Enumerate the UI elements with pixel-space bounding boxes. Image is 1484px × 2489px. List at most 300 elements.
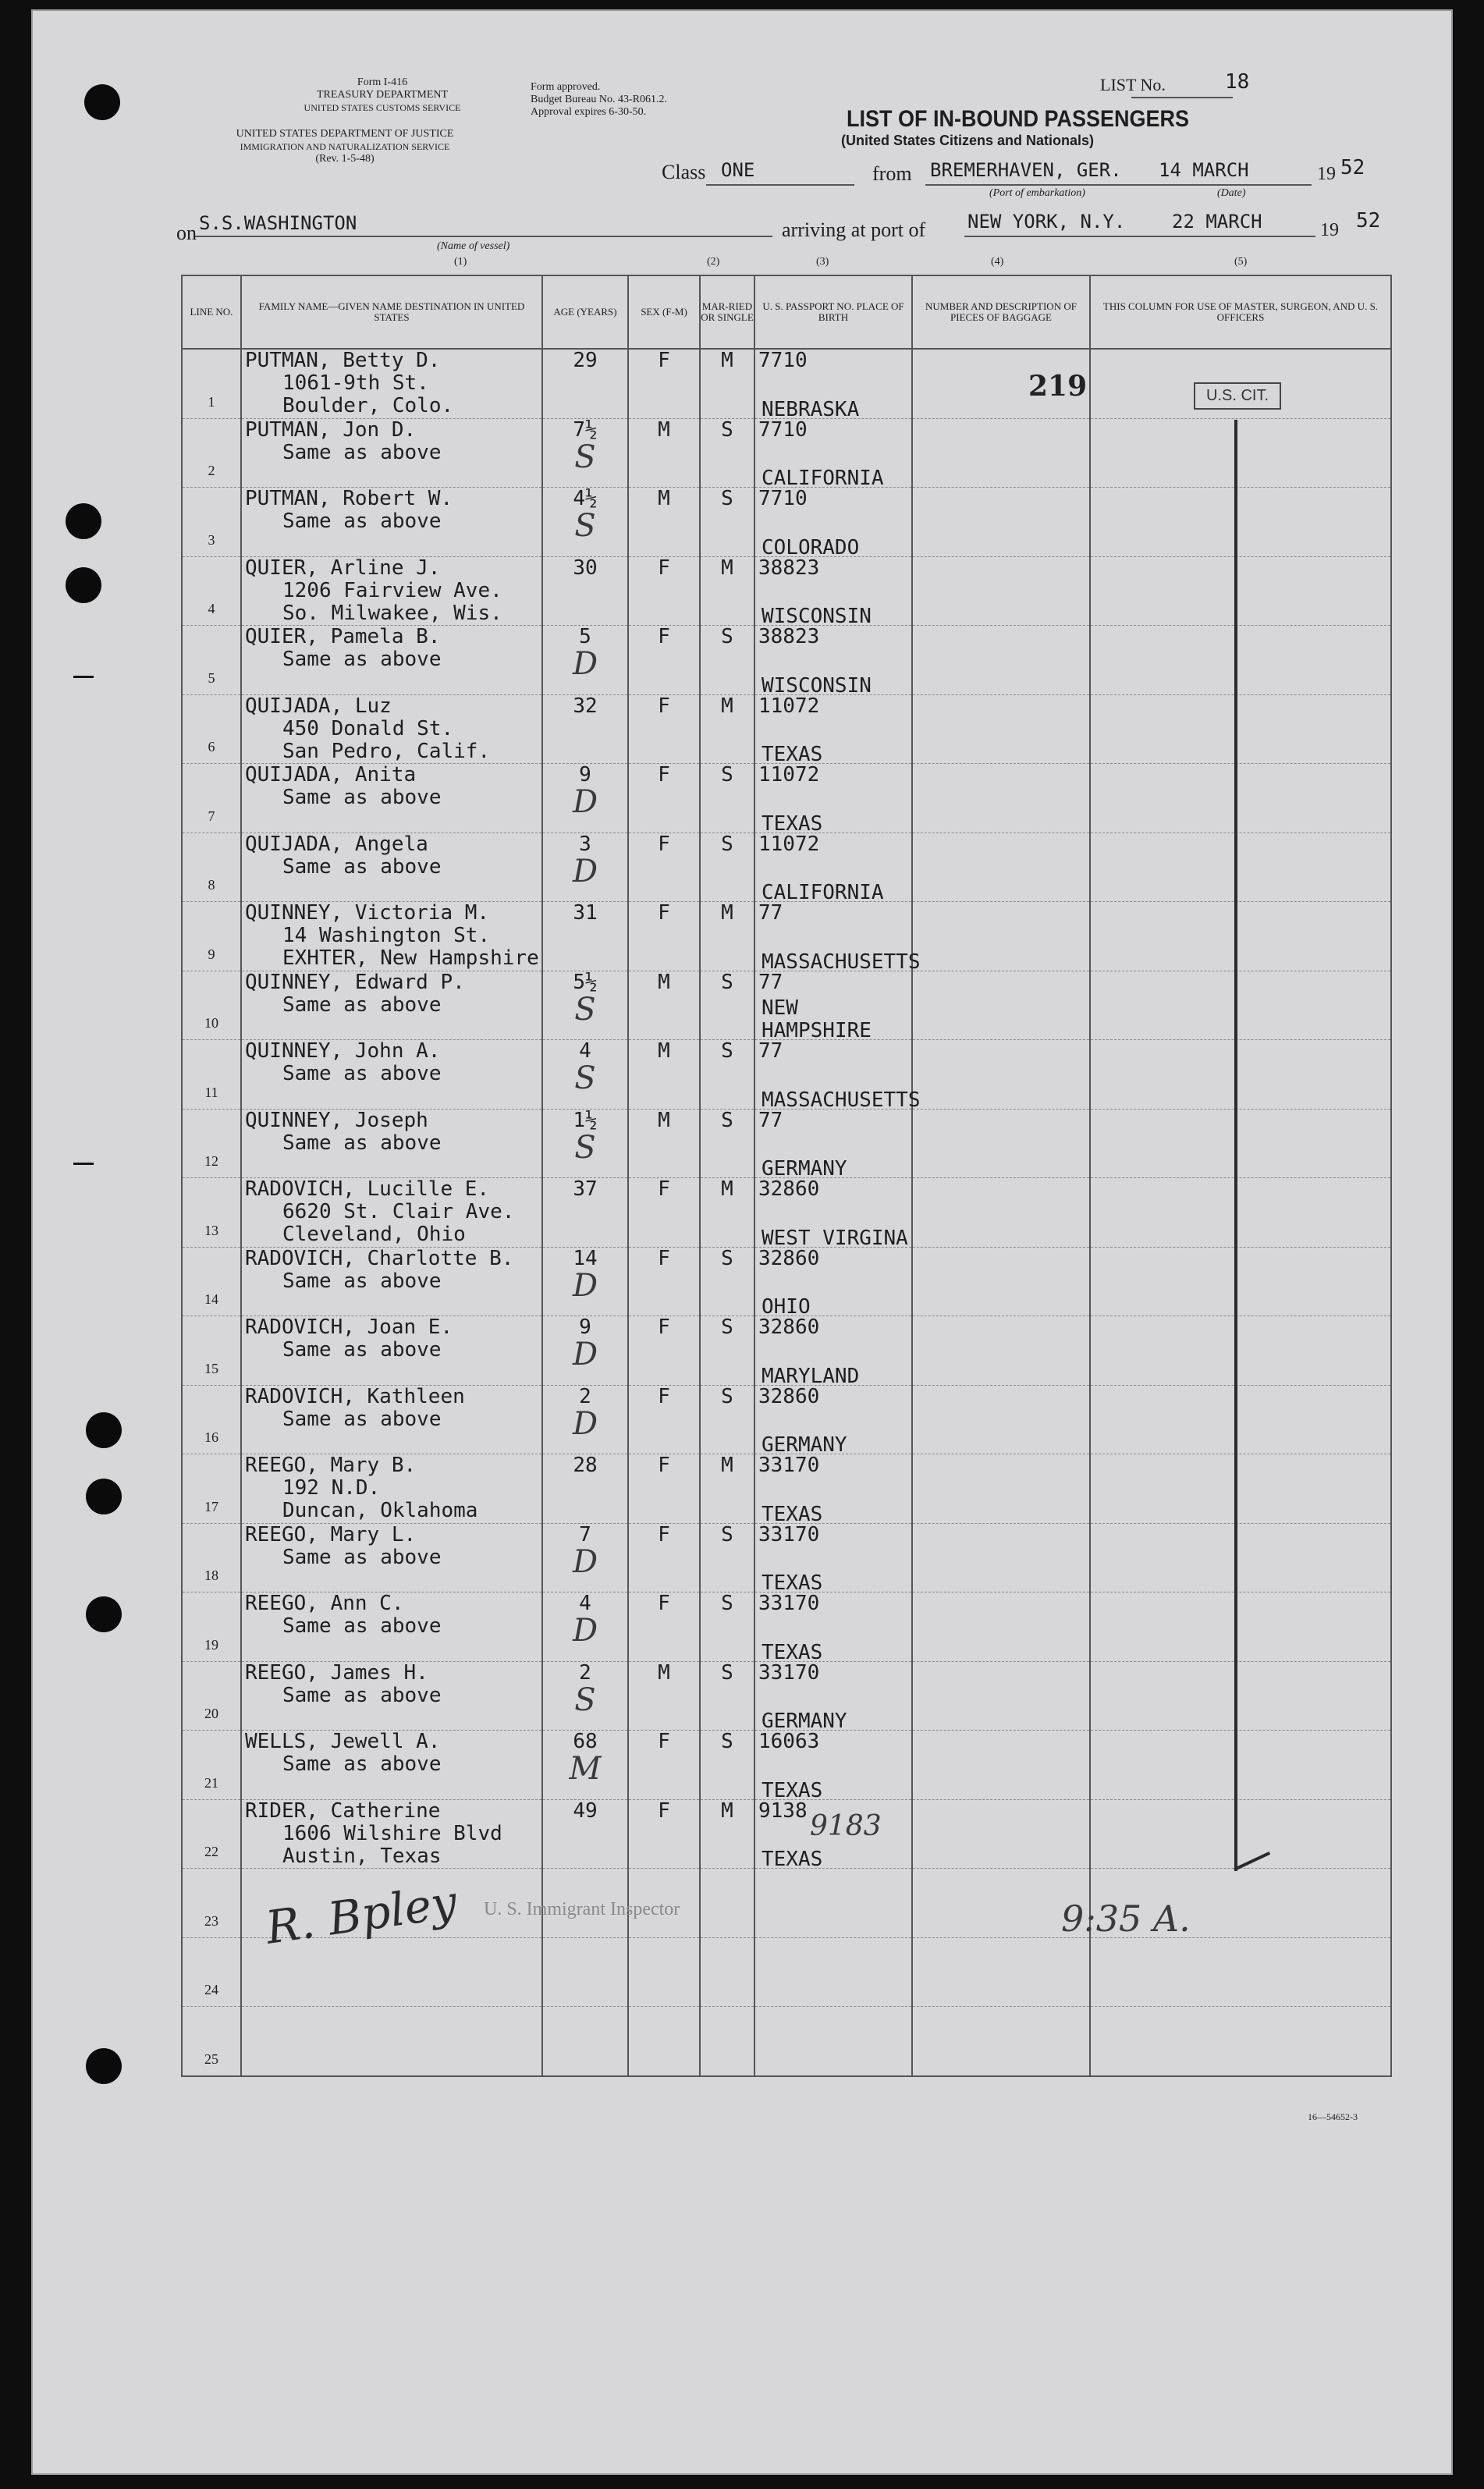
line-number-cell (182, 764, 241, 833)
passport-cell (754, 556, 912, 626)
line-number-cell (182, 1523, 241, 1592)
name-cell (241, 1523, 542, 1592)
age-cell (542, 349, 628, 418)
passport-number: 38823 (758, 556, 820, 580)
passport-cell (754, 1592, 912, 1662)
passport-cell (754, 1108, 912, 1181)
line-number: 9 (208, 946, 215, 962)
sex-cell (628, 1385, 700, 1454)
marital-cell (700, 1661, 754, 1731)
handwritten-mark: D (572, 784, 598, 820)
marital-cell (700, 1040, 754, 1110)
passenger-name: QUIJADA, Angela (245, 832, 428, 856)
table-row (182, 694, 1391, 764)
line-number: 14 (204, 1291, 218, 1307)
line-number: 23 (204, 1912, 218, 1929)
sex-value: F (658, 1592, 670, 1615)
age-value: 7½ (573, 417, 598, 442)
marital-cell (700, 1454, 754, 1524)
table-row (182, 556, 1391, 626)
handwritten-mark: D (572, 1405, 598, 1442)
marital-status: S (721, 487, 733, 510)
sex-cell (628, 1454, 700, 1524)
passenger-name: REEGO, Ann C. (245, 1592, 404, 1615)
officer-cell (1090, 1385, 1391, 1454)
destination-line-1: Same as above (282, 1269, 442, 1293)
passport-number: 77 (758, 970, 783, 994)
list-no-rule (1131, 97, 1233, 98)
passenger-name: QUIER, Pamela B. (245, 625, 441, 648)
age-value: 4 (579, 1592, 591, 1615)
sex-cell (628, 1799, 700, 1869)
destination-line-1: Same as above (282, 1683, 442, 1707)
sex-cell (628, 1523, 700, 1592)
immigration-service: IMMIGRATION AND NATURALIZATION SERVICE (240, 141, 450, 152)
line-number: 7 (208, 808, 215, 824)
sex-cell (628, 694, 700, 764)
line-number: 21 (204, 1774, 218, 1791)
line-number: 3 (208, 531, 215, 548)
sex-cell (628, 764, 700, 833)
name-cell (241, 764, 542, 833)
time-note: 9:35 A. (1061, 1898, 1191, 1940)
marital-status: M (721, 901, 733, 925)
marital-cell (700, 764, 754, 833)
table-row (182, 1592, 1391, 1662)
sex-value: M (658, 1660, 670, 1685)
handwritten-mark: S (574, 1681, 596, 1718)
age-cell (542, 488, 628, 557)
officer-cell (1090, 488, 1391, 557)
age-cell (542, 1385, 628, 1454)
age-cell (542, 902, 628, 971)
baggage-cell (912, 971, 1090, 1040)
marital-cell (700, 1592, 754, 1662)
passport-cell (754, 418, 912, 488)
line-number-cell (182, 694, 241, 764)
destination-line-1: Same as above (282, 1338, 442, 1362)
table-row (182, 1316, 1391, 1386)
marital-cell (700, 1178, 754, 1248)
line-number: 2 (208, 463, 215, 478)
column-header-line: LINE NO. (182, 275, 241, 349)
passenger-name: REEGO, James H. (245, 1660, 428, 1685)
line-number-cell (182, 902, 241, 971)
handwritten-mark: D (572, 1613, 598, 1649)
sex-cell (628, 902, 700, 971)
arrival-year: 52 (1356, 209, 1381, 233)
place-of-birth: TEXAS (762, 1571, 823, 1595)
column-header-sex: SEX (F-M) (628, 275, 700, 349)
passport-correction: 9183 (810, 1810, 882, 1842)
sex-cell (628, 1316, 700, 1386)
class-value: ONE (721, 159, 755, 181)
name-cell (241, 1454, 542, 1524)
sex-value: F (658, 1454, 670, 1477)
name-cell (241, 349, 542, 418)
name-cell (241, 694, 542, 764)
name-cell (241, 626, 542, 695)
passport-cell (754, 488, 912, 557)
vessel-rule (195, 236, 772, 237)
place-of-birth: TEXAS (762, 1640, 823, 1664)
column-header-officers: THIS COLUMN FOR USE OF MASTER, SURGEON, AND U. S. OFFICERS (1090, 275, 1391, 349)
list-no-label: LIST No. (1100, 75, 1166, 94)
binder-hole (66, 503, 101, 539)
form-id: Form I-416 (357, 76, 408, 88)
baggage-cell (912, 1247, 1090, 1316)
name-cell (241, 1178, 542, 1248)
marital-status: S (721, 417, 733, 442)
marital-cell (700, 694, 754, 764)
line-number-cell (182, 1592, 241, 1662)
marital-status: S (721, 763, 733, 786)
passport-cell (754, 1869, 912, 1938)
passenger-name: REEGO, Mary B. (245, 1454, 417, 1477)
passport-number: 33170 (758, 1660, 820, 1685)
officer-cell (1090, 1523, 1391, 1592)
column-header-age: AGE (YEARS) (542, 275, 628, 349)
marital-status: S (721, 1522, 733, 1546)
passport-number: 11072 (758, 694, 820, 718)
place-of-birth: TEXAS (762, 1778, 823, 1802)
age-value: 28 (573, 1454, 598, 1477)
destination-line-1: 1206 Fairview Ave. (282, 578, 502, 602)
passport-number: 11072 (758, 832, 820, 856)
line-number: 10 (204, 1015, 218, 1031)
passenger-name: RADOVICH, Lucille E. (245, 1177, 490, 1201)
marital-cell (700, 488, 754, 557)
passport-cell (754, 833, 912, 902)
table-row (182, 1661, 1391, 1731)
age-value: 4½ (573, 487, 598, 510)
list-no: 18 (1225, 70, 1250, 94)
passport-number: 32860 (758, 1177, 820, 1201)
approval-line: Budget Bureau No. 43-R061.2. (531, 94, 667, 105)
place-of-birth: OHIO (762, 1295, 811, 1319)
baggage-cell (912, 1178, 1090, 1248)
age-cell (542, 1523, 628, 1592)
sex-value: F (658, 349, 670, 372)
line-number-cell (182, 1040, 241, 1110)
place-of-birth: TEXAS (762, 743, 823, 766)
place-of-birth: MASSACHUSETTS (762, 1088, 921, 1112)
sex-cell (628, 971, 700, 1040)
marital-cell (700, 1523, 754, 1592)
passport-cell (754, 1316, 912, 1386)
officer-cell (1090, 556, 1391, 626)
age-cell (542, 556, 628, 626)
officer-bracket-line (1234, 420, 1237, 1871)
column-header-name: FAMILY NAME—GIVEN NAME DESTINATION IN UNITED STATES (241, 275, 542, 349)
line-number: 1 (208, 393, 215, 410)
destination-line-1: 6620 St. Clair Ave. (282, 1200, 515, 1223)
sex-value: M (658, 1039, 670, 1063)
marital-status: S (721, 1660, 733, 1685)
age-cell (542, 1661, 628, 1731)
officer-cell (1090, 1799, 1391, 1869)
name-cell (241, 1592, 542, 1662)
line-number: 15 (204, 1360, 218, 1376)
age-cell (542, 1178, 628, 1248)
place-of-birth: NEBRASKA (762, 397, 860, 421)
passport-number: 32860 (758, 1246, 820, 1270)
passport-cell (754, 971, 912, 1040)
binder-hole (86, 1596, 122, 1632)
baggage-cell (912, 418, 1090, 488)
handwritten-mark: D (572, 1337, 598, 1372)
officer-cell (1090, 694, 1391, 764)
destination-line-1: Same as above (282, 648, 442, 671)
line-number-cell (182, 1661, 241, 1731)
name-cell (241, 2007, 542, 2076)
age-value: 29 (573, 349, 598, 372)
baggage-cell (912, 1385, 1090, 1454)
line-number-cell (182, 1799, 241, 1869)
baggage-cell (912, 1040, 1090, 1110)
destination-line-2: Cleveland, Ohio (282, 1223, 466, 1246)
marital-status: M (721, 349, 733, 372)
age-value: 14 (573, 1246, 598, 1270)
line-number: 4 (208, 601, 215, 616)
passenger-name: RADOVICH, Joan E. (245, 1316, 453, 1339)
officer-cell (1090, 902, 1391, 971)
passenger-name: PUTMAN, Jon D. (245, 417, 417, 442)
age-value: 9 (579, 1316, 591, 1339)
destination-line-1: 1606 Wilshire Blvd (282, 1821, 502, 1845)
passport-cell (754, 1937, 912, 2007)
destination-line-1: Same as above (282, 1545, 442, 1569)
passenger-name: QUINNEY, Edward P. (245, 970, 465, 994)
officer-cell (1090, 1592, 1391, 1662)
place-of-birth: TEXAS (762, 1502, 823, 1526)
age-cell (542, 1316, 628, 1386)
age-value: 31 (573, 901, 598, 925)
passport-number: 38823 (758, 625, 820, 648)
sex-value: F (658, 1730, 670, 1753)
destination-line-1: Same as above (282, 992, 442, 1017)
sex-cell (628, 556, 700, 626)
name-cell (241, 556, 542, 626)
passenger-name: RADOVICH, Kathleen (245, 1384, 465, 1408)
baggage-cell (912, 488, 1090, 557)
line-number-cell (182, 488, 241, 557)
officer-cell (1090, 833, 1391, 902)
marital-status: S (721, 1246, 733, 1270)
table-row (182, 971, 1391, 1040)
destination-line-1: Same as above (282, 1407, 442, 1431)
age-value: 49 (573, 1798, 598, 1823)
embark-year-prefix: 19 (1317, 164, 1336, 184)
marital-status: S (721, 1316, 733, 1339)
table-row (182, 1178, 1391, 1248)
line-number-cell (182, 1454, 241, 1524)
approval-line: Approval expires 6-30-50. (531, 106, 647, 118)
marital-cell (700, 1385, 754, 1454)
marital-status: S (721, 832, 733, 856)
sex-value: F (658, 1316, 670, 1339)
passport-cell (754, 1246, 912, 1319)
passenger-name: PUTMAN, Robert W. (245, 487, 453, 510)
sex-cell (628, 1937, 700, 2007)
sex-value: F (658, 1522, 670, 1546)
passport-number: 7710 (758, 417, 808, 442)
binder-hole (84, 84, 120, 120)
marital-cell (700, 902, 754, 971)
destination-line-1: Same as above (282, 854, 442, 879)
marital-status: M (721, 1454, 733, 1477)
place-of-birth: MARYLAND (762, 1364, 860, 1388)
baggage-cell (912, 2007, 1090, 2076)
age-cell (542, 1040, 628, 1110)
line-number: 24 (204, 1982, 218, 1997)
passport-cell (754, 349, 912, 421)
line-number-cell (182, 1109, 241, 1178)
passport-number: 16063 (758, 1730, 820, 1753)
line-number: 6 (208, 739, 215, 755)
age-cell (542, 418, 628, 488)
binder-hole (86, 2048, 122, 2084)
handwritten-mark: M (569, 1751, 602, 1787)
sex-value: F (658, 901, 670, 925)
revision: (Rev. 1-5-48) (315, 153, 375, 165)
approval-line: Form approved. (531, 81, 601, 93)
marital-cell (700, 971, 754, 1040)
table-row (182, 1731, 1391, 1800)
handwritten-mark: D (572, 1267, 598, 1304)
age-cell (542, 626, 628, 695)
place-of-birth: COLORADO (762, 535, 860, 559)
line-number: 22 (204, 1844, 218, 1859)
age-cell (542, 833, 628, 902)
marital-status: M (721, 1798, 733, 1823)
sex-cell (628, 1040, 700, 1110)
passport-cell (754, 1039, 921, 1112)
passport-number: 33170 (758, 1454, 820, 1477)
marital-status: S (721, 625, 733, 648)
destination-line-2: Duncan, Oklahoma (282, 1499, 478, 1522)
baggage-cell (912, 1454, 1090, 1524)
officer-cell (1090, 418, 1391, 488)
marital-status: M (721, 556, 733, 580)
marital-status: S (721, 1384, 733, 1408)
handwritten-mark: S (574, 439, 596, 475)
line-number-cell (182, 1316, 241, 1386)
baggage-cell (912, 1523, 1090, 1592)
column-number: (2) (707, 256, 720, 268)
place-of-birth: GERMANY (762, 1710, 847, 1733)
line-number: 19 (204, 1636, 218, 1653)
column-header-marital: MAR-RIED OR SINGLE (700, 275, 754, 349)
table-row (182, 418, 1391, 488)
marital-cell (700, 626, 754, 695)
sex-value: F (658, 694, 670, 718)
department: TREASURY DEPARTMENT (316, 89, 449, 101)
arrival-year-prefix: 19 (1320, 220, 1339, 240)
arrival-date: 22 MARCH (1172, 211, 1262, 233)
line-number-cell (182, 1385, 241, 1454)
table-row (182, 833, 1391, 902)
sex-value: F (658, 1177, 670, 1201)
line-number: 11 (204, 1084, 218, 1100)
line-number-cell (182, 349, 241, 418)
marital-cell (700, 1731, 754, 1800)
table-row (182, 488, 1391, 557)
line-number-cell (182, 1937, 241, 2007)
marital-cell (700, 1109, 754, 1178)
age-cell (542, 1454, 628, 1524)
destination-line-1: Same as above (282, 1752, 442, 1776)
sex-value: F (658, 1798, 670, 1823)
handwritten-mark: S (574, 508, 596, 544)
name-cell (241, 1661, 542, 1731)
place-of-birth: WISCONSIN (762, 673, 872, 698)
table-row (182, 1040, 1391, 1110)
name-cell (241, 1247, 542, 1316)
officer-cell (1090, 1937, 1391, 2007)
officer-cell (1090, 626, 1391, 695)
justice-department: UNITED STATES DEPARTMENT OF JUSTICE (236, 128, 454, 140)
passport-number: 33170 (758, 1592, 820, 1615)
age-cell (542, 1799, 628, 1869)
destination-line-2: Boulder, Colo. (282, 394, 454, 417)
name-cell (241, 488, 542, 557)
passenger-name: QUINNEY, Joseph (245, 1108, 428, 1132)
officer-cell (1090, 2007, 1391, 2076)
table-row (182, 1454, 1391, 1524)
margin-tick (73, 676, 94, 678)
officer-cell (1090, 971, 1391, 1040)
arriving-label: arriving at port of (782, 218, 926, 241)
column-number: (5) (1234, 256, 1248, 268)
destination-line-1: Same as above (282, 1062, 442, 1085)
table-row (182, 902, 1391, 971)
marital-cell (700, 349, 754, 418)
age-value: 9 (579, 763, 591, 786)
age-value: 5 (579, 625, 591, 648)
officer-cell (1090, 1109, 1391, 1178)
baggage-cell (912, 694, 1090, 764)
document-subtitle: (United States Citizens and Nationals) (841, 133, 1095, 148)
age-value: 5½ (573, 970, 598, 994)
port-of-embarkation: BREMERHAVEN, GER. (930, 159, 1122, 181)
line-number: 12 (204, 1153, 218, 1169)
officer-cell (1090, 1454, 1391, 1524)
passenger-name: QUINNEY, Victoria M. (245, 901, 490, 925)
officer-cell (1090, 764, 1391, 833)
arrival-rule (964, 236, 1315, 237)
vessel-name: S.S.WASHINGTON (199, 212, 357, 234)
place-of-birth: WISCONSIN (762, 605, 872, 628)
place-of-birth: CALIFORNIA (762, 467, 884, 490)
handwritten-mark: S (574, 1129, 596, 1166)
name-cell (241, 418, 542, 488)
port-caption: (Port of embarkation) (989, 187, 1085, 199)
sex-cell (628, 1661, 700, 1731)
passenger-name: QUIER, Arline J. (245, 556, 441, 580)
line-number-cell (182, 626, 241, 695)
destination-line-1: 450 Donald St. (282, 716, 454, 740)
passport-cell (754, 1731, 912, 1800)
table-row (182, 1523, 1391, 1592)
passport-cell (754, 1661, 912, 1731)
on-label: on (176, 222, 197, 244)
line-number: 5 (208, 669, 215, 686)
baggage-cell (912, 1937, 1090, 2007)
destination-line-1: 192 N.D. (282, 1476, 381, 1500)
form-code: 16—54652-3 (1308, 2111, 1358, 2122)
baggage-count: 219 (1028, 370, 1088, 403)
